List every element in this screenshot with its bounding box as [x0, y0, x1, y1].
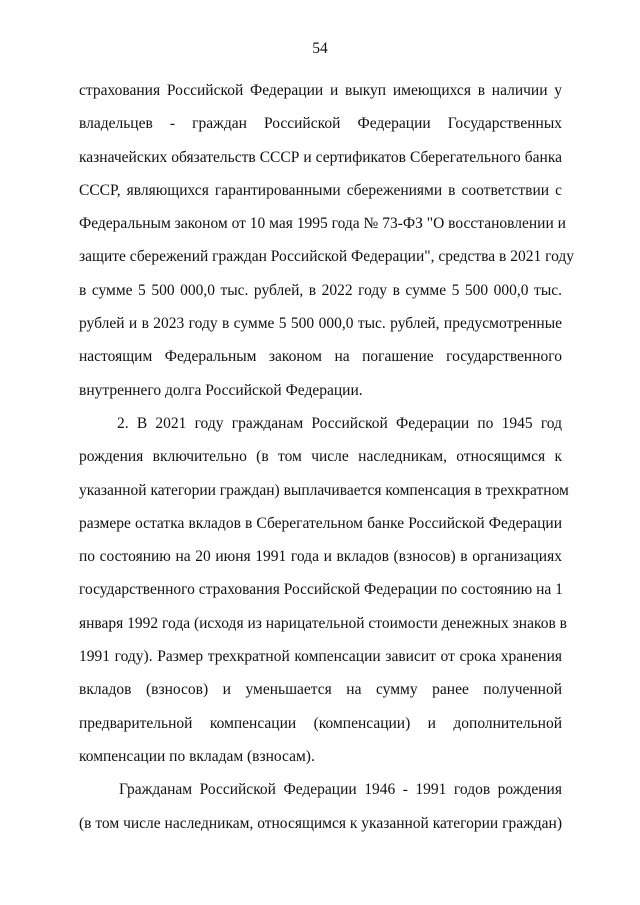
- body-text: [79, 74, 575, 840]
- text-line: государственного страхования Российской Федерации по состоянию на 1: [79, 581, 563, 599]
- text-line: предварительной компенсации (компенсации) и дополнительной: [79, 714, 562, 732]
- text-line: настоящим Федеральным законом на погашение государственного: [79, 348, 562, 366]
- text-line: компенсации по вкладам (взносам).: [79, 747, 315, 765]
- text-line: рождения включительно (в том числе наследникам, относящимся к: [79, 448, 562, 466]
- paragraph-first-line: 2. В 2021 году гражданам Российской Федерации по 1945 год: [117, 414, 562, 432]
- text-line: владельцев - граждан Российской Федерации Государственных: [79, 115, 562, 133]
- text-line: января 1992 года (исходя из нарицательной стоимости денежных знаков в: [79, 614, 567, 632]
- text-line: вкладов (взносов) и уменьшается на сумму ранее полученной: [79, 681, 562, 699]
- text-line: рублей и в 2023 году в сумме 5 500 000,0 тыс. рублей, предусмотренные: [79, 315, 562, 333]
- page-number: 54: [312, 40, 328, 57]
- text-line: Федеральным законом от 10 мая 1995 года № 73-ФЗ "О восстановлении и: [79, 215, 566, 233]
- text-line: СССР, являющихся гарантированными сбережениями в соответствии с: [79, 181, 562, 199]
- paragraph-first-line: Гражданам Российской Федерации 1946 - 1991 годов рождения: [119, 781, 562, 799]
- text-line: по состоянию на 20 июня 1991 года и вкладов (взносов) в организациях: [79, 548, 562, 566]
- text-line: в сумме 5 500 000,0 тыс. рублей, в 2022 году в сумме 5 500 000,0 тыс.: [79, 281, 562, 299]
- text-line: казначейских обязательств СССР и сертификатов Сберегательного банка: [79, 148, 562, 166]
- text-line: размере остатка вкладов в Сберегательном банке Российской Федерации: [79, 514, 562, 532]
- text-line: защите сбережений граждан Российской Федерации", средства в 2021 году: [79, 248, 575, 266]
- text-line: 1991 году). Размер трехкратной компенсации зависит от срока хранения: [79, 648, 562, 666]
- text-line: внутреннего долга Российской Федерации.: [79, 381, 363, 399]
- text-line: (в том числе наследникам, относящимся к указанной категории граждан): [79, 814, 563, 832]
- text-line: указанной категории граждан) выплачивается компенсация в трехкратном: [79, 481, 569, 499]
- text-line: страхования Российской Федерации и выкуп имеющихся в наличии у: [79, 82, 562, 99]
